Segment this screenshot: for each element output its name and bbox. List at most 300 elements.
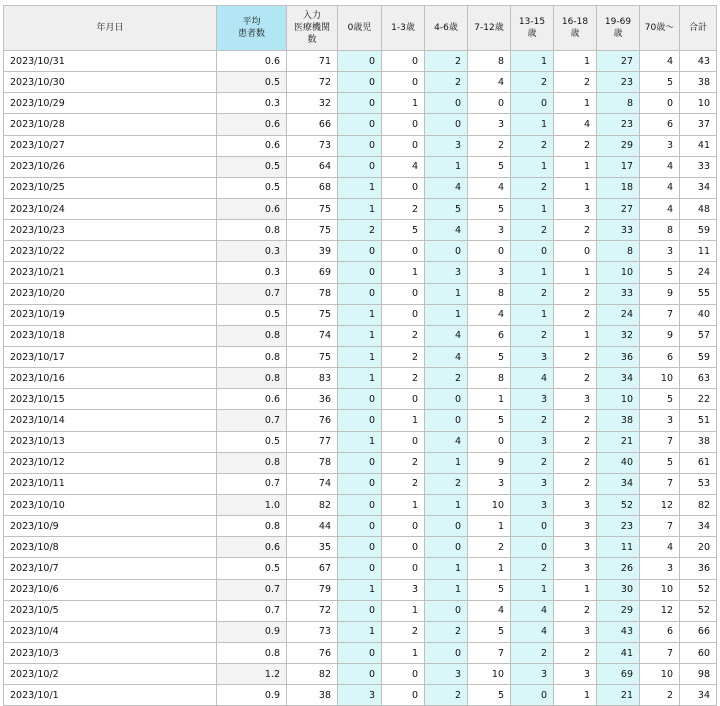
col-institutions-cell: 64: [287, 156, 338, 177]
col-age-19-69-cell: 29: [597, 600, 640, 621]
col-avg-patients-cell: 0.7: [217, 579, 287, 600]
col-avg-patients-cell: 0.9: [217, 621, 287, 642]
col-total-cell: 22: [680, 389, 717, 410]
col-age-19-69-cell: 40: [597, 452, 640, 473]
col-age-1-3-header: 1-3歳: [382, 6, 425, 51]
col-age-70-plus-cell: 7: [640, 516, 680, 537]
col-age-7-12-cell: 10: [468, 494, 511, 515]
col-institutions-cell: 32: [287, 93, 338, 114]
col-age-19-69-cell: 52: [597, 494, 640, 515]
col-age-19-69-cell: 34: [597, 368, 640, 389]
col-age-13-15-cell: 3: [511, 389, 554, 410]
col-age-1-3-cell: 0: [382, 177, 425, 198]
col-age-1-3-cell: 2: [382, 368, 425, 389]
table-row: [4, 368, 717, 389]
col-total-cell: 20: [680, 537, 717, 558]
col-age-4-6-cell: 2: [425, 685, 468, 706]
col-age-7-12-cell: 6: [468, 325, 511, 346]
col-age-70-plus-cell: 6: [640, 346, 680, 367]
col-age-4-6-cell: 0: [425, 389, 468, 410]
col-age-1-3-cell: 3: [382, 579, 425, 600]
col-institutions-cell: 73: [287, 621, 338, 642]
col-age-16-18-cell: 3: [554, 494, 597, 515]
col-total-cell: 33: [680, 156, 717, 177]
col-age-4-6-cell: 4: [425, 177, 468, 198]
col-age-13-15-cell: 0: [511, 685, 554, 706]
col-age-4-6-cell: 3: [425, 262, 468, 283]
col-age-70-plus-cell: 7: [640, 642, 680, 663]
col-age-13-15-cell: 2: [511, 410, 554, 431]
col-institutions-cell: 72: [287, 600, 338, 621]
col-total-cell: 61: [680, 452, 717, 473]
col-age-1-3-cell: 2: [382, 621, 425, 642]
col-institutions-cell: 38: [287, 685, 338, 706]
table-row: [4, 156, 717, 177]
col-date-cell: 2023/10/28: [4, 114, 217, 135]
col-age-4-6-cell: 3: [425, 135, 468, 156]
table-row: [4, 346, 717, 367]
col-institutions-cell: 69: [287, 262, 338, 283]
col-total-cell: 10: [680, 93, 717, 114]
col-age-16-18-cell: 1: [554, 579, 597, 600]
col-age-4-6-cell: 0: [425, 600, 468, 621]
col-age-0-header: 0歳児: [338, 6, 382, 51]
col-age-4-6-cell: 3: [425, 664, 468, 685]
col-total-cell: 34: [680, 516, 717, 537]
col-avg-patients-cell: 0.7: [217, 600, 287, 621]
col-age-0-cell: 0: [338, 389, 382, 410]
col-avg-patients-header: 平均 患者数: [217, 6, 287, 51]
col-age-4-6-cell: 1: [425, 156, 468, 177]
col-age-13-15-cell: 2: [511, 220, 554, 241]
col-avg-patients-cell: 0.8: [217, 368, 287, 389]
col-avg-patients-cell: 0.6: [217, 114, 287, 135]
col-total-cell: 51: [680, 410, 717, 431]
col-age-16-18-cell: 0: [554, 241, 597, 262]
col-age-0-cell: 0: [338, 241, 382, 262]
table-row: [4, 431, 717, 452]
col-age-13-15-cell: 2: [511, 558, 554, 579]
col-institutions-cell: 72: [287, 72, 338, 93]
col-age-70-plus-cell: 12: [640, 600, 680, 621]
col-age-19-69-cell: 33: [597, 283, 640, 304]
col-age-7-12-cell: 5: [468, 346, 511, 367]
col-avg-patients-cell: 0.3: [217, 241, 287, 262]
col-age-16-18-cell: 3: [554, 537, 597, 558]
col-age-4-6-cell: 2: [425, 72, 468, 93]
col-age-16-18-cell: 1: [554, 325, 597, 346]
col-age-16-18-cell: 2: [554, 368, 597, 389]
col-date-cell: 2023/10/17: [4, 346, 217, 367]
col-age-19-69-cell: 8: [597, 93, 640, 114]
table-row: [4, 72, 717, 93]
col-age-0-cell: 0: [338, 600, 382, 621]
col-age-19-69-cell: 10: [597, 389, 640, 410]
table-row: [4, 579, 717, 600]
col-age-4-6-cell: 4: [425, 220, 468, 241]
col-age-13-15-cell: 2: [511, 135, 554, 156]
col-age-1-3-cell: 0: [382, 304, 425, 325]
col-age-7-12-cell: 5: [468, 198, 511, 219]
col-age-0-cell: 1: [338, 579, 382, 600]
col-age-19-69-cell: 36: [597, 346, 640, 367]
col-age-19-69-cell: 21: [597, 431, 640, 452]
col-institutions-cell: 78: [287, 283, 338, 304]
col-age-1-3-cell: 2: [382, 198, 425, 219]
col-age-70-plus-cell: 8: [640, 220, 680, 241]
col-age-13-15-cell: 2: [511, 452, 554, 473]
col-date-cell: 2023/10/10: [4, 494, 217, 515]
col-age-0-cell: 0: [338, 410, 382, 431]
col-age-13-15-cell: 0: [511, 93, 554, 114]
col-age-7-12-cell: 8: [468, 368, 511, 389]
col-age-70-plus-cell: 4: [640, 51, 680, 72]
col-age-4-6-cell: 1: [425, 494, 468, 515]
col-total-cell: 53: [680, 473, 717, 494]
col-institutions-cell: 75: [287, 346, 338, 367]
col-age-0-cell: 0: [338, 494, 382, 515]
col-age-70-plus-cell: 0: [640, 93, 680, 114]
table-row: [4, 494, 717, 515]
col-age-0-cell: 0: [338, 664, 382, 685]
col-age-16-18-cell: 2: [554, 431, 597, 452]
col-age-4-6-cell: 0: [425, 537, 468, 558]
col-age-1-3-cell: 0: [382, 135, 425, 156]
table-row: [4, 135, 717, 156]
col-age-4-6-cell: 2: [425, 368, 468, 389]
col-age-19-69-cell: 38: [597, 410, 640, 431]
col-age-19-69-cell: 23: [597, 114, 640, 135]
col-age-0-cell: 0: [338, 51, 382, 72]
col-institutions-cell: 75: [287, 220, 338, 241]
col-age-0-cell: 0: [338, 283, 382, 304]
col-age-13-15-cell: 1: [511, 198, 554, 219]
col-avg-patients-cell: 0.5: [217, 304, 287, 325]
table-row: [4, 93, 717, 114]
col-age-4-6-cell: 1: [425, 304, 468, 325]
col-total-cell: 34: [680, 685, 717, 706]
col-age-0-cell: 3: [338, 685, 382, 706]
col-age-70-plus-cell: 12: [640, 494, 680, 515]
col-total-cell: 38: [680, 72, 717, 93]
col-age-7-12-cell: 0: [468, 241, 511, 262]
col-age-4-6-cell: 2: [425, 621, 468, 642]
col-avg-patients-cell: 0.8: [217, 516, 287, 537]
table-row: [4, 114, 717, 135]
col-avg-patients-cell: 1.0: [217, 494, 287, 515]
col-age-7-12-header: 7-12歳: [468, 6, 511, 51]
col-institutions-cell: 71: [287, 51, 338, 72]
col-age-16-18-cell: 3: [554, 516, 597, 537]
col-age-4-6-cell: 5: [425, 198, 468, 219]
col-age-70-plus-cell: 3: [640, 241, 680, 262]
col-age-7-12-cell: 4: [468, 72, 511, 93]
col-institutions-cell: 74: [287, 473, 338, 494]
col-age-13-15-cell: 4: [511, 600, 554, 621]
col-age-0-cell: 2: [338, 220, 382, 241]
col-avg-patients-cell: 0.5: [217, 72, 287, 93]
col-age-1-3-cell: 2: [382, 325, 425, 346]
col-age-0-cell: 1: [338, 621, 382, 642]
col-institutions-cell: 67: [287, 558, 338, 579]
table-row: [4, 558, 717, 579]
col-avg-patients-cell: 0.7: [217, 410, 287, 431]
col-date-cell: 2023/10/11: [4, 473, 217, 494]
table-row: [4, 642, 717, 663]
col-age-19-69-cell: 69: [597, 664, 640, 685]
col-date-cell: 2023/10/31: [4, 51, 217, 72]
col-age-4-6-cell: 2: [425, 473, 468, 494]
col-age-70-plus-cell: 4: [640, 156, 680, 177]
col-age-1-3-cell: 1: [382, 600, 425, 621]
col-age-0-cell: 0: [338, 642, 382, 663]
col-avg-patients-cell: 0.8: [217, 325, 287, 346]
col-age-70-plus-cell: 3: [640, 135, 680, 156]
col-age-1-3-cell: 0: [382, 685, 425, 706]
col-institutions-cell: 78: [287, 452, 338, 473]
col-avg-patients-cell: 0.6: [217, 198, 287, 219]
col-date-cell: 2023/10/12: [4, 452, 217, 473]
col-age-0-cell: 1: [338, 325, 382, 346]
col-age-19-69-cell: 43: [597, 621, 640, 642]
col-age-16-18-cell: 3: [554, 558, 597, 579]
col-age-0-cell: 1: [338, 198, 382, 219]
col-age-7-12-cell: 4: [468, 600, 511, 621]
col-institutions-cell: 68: [287, 177, 338, 198]
col-avg-patients-cell: 0.8: [217, 346, 287, 367]
col-age-70-plus-cell: 2: [640, 685, 680, 706]
col-age-70-plus-cell: 9: [640, 283, 680, 304]
col-age-1-3-cell: 1: [382, 93, 425, 114]
col-date-cell: 2023/10/8: [4, 537, 217, 558]
col-date-cell: 2023/10/7: [4, 558, 217, 579]
col-total-cell: 82: [680, 494, 717, 515]
report-table-container: [3, 5, 717, 706]
col-age-1-3-cell: 0: [382, 516, 425, 537]
col-avg-patients-cell: 0.8: [217, 642, 287, 663]
table-row: [4, 516, 717, 537]
col-institutions-cell: 82: [287, 494, 338, 515]
col-age-1-3-cell: 2: [382, 346, 425, 367]
col-age-70-plus-cell: 4: [640, 537, 680, 558]
col-age-13-15-cell: 0: [511, 537, 554, 558]
col-age-16-18-cell: 1: [554, 156, 597, 177]
col-total-cell: 40: [680, 304, 717, 325]
col-date-cell: 2023/10/2: [4, 664, 217, 685]
col-avg-patients-cell: 0.3: [217, 93, 287, 114]
col-age-1-3-cell: 0: [382, 664, 425, 685]
col-age-16-18-cell: 2: [554, 410, 597, 431]
col-age-0-cell: 0: [338, 473, 382, 494]
col-age-7-12-cell: 1: [468, 389, 511, 410]
table-row: [4, 537, 717, 558]
col-age-70-plus-cell: 10: [640, 368, 680, 389]
col-avg-patients-cell: 0.5: [217, 177, 287, 198]
col-age-7-12-cell: 3: [468, 262, 511, 283]
col-age-1-3-cell: 0: [382, 537, 425, 558]
col-institutions-cell: 39: [287, 241, 338, 262]
col-date-cell: 2023/10/14: [4, 410, 217, 431]
col-avg-patients-cell: 0.5: [217, 558, 287, 579]
col-avg-patients-cell: 1.2: [217, 664, 287, 685]
col-age-16-18-cell: 3: [554, 621, 597, 642]
col-age-1-3-cell: 1: [382, 642, 425, 663]
col-total-cell: 63: [680, 368, 717, 389]
col-date-cell: 2023/10/4: [4, 621, 217, 642]
col-avg-patients-cell: 0.8: [217, 220, 287, 241]
col-age-7-12-cell: 1: [468, 516, 511, 537]
col-age-16-18-cell: 2: [554, 452, 597, 473]
col-date-cell: 2023/10/9: [4, 516, 217, 537]
col-avg-patients-cell: 0.7: [217, 473, 287, 494]
col-age-13-15-cell: 2: [511, 72, 554, 93]
col-total-cell: 38: [680, 431, 717, 452]
col-age-13-15-header: 13-15 歳: [511, 6, 554, 51]
col-total-cell: 66: [680, 621, 717, 642]
col-age-7-12-cell: 5: [468, 685, 511, 706]
col-institutions-cell: 75: [287, 304, 338, 325]
col-age-16-18-cell: 1: [554, 177, 597, 198]
col-age-19-69-cell: 8: [597, 241, 640, 262]
col-age-0-cell: 1: [338, 346, 382, 367]
col-total-cell: 48: [680, 198, 717, 219]
col-age-70-plus-cell: 9: [640, 325, 680, 346]
col-age-70-plus-header: 70歳～: [640, 6, 680, 51]
col-age-7-12-cell: 7: [468, 642, 511, 663]
col-age-7-12-cell: 4: [468, 177, 511, 198]
col-age-4-6-cell: 1: [425, 283, 468, 304]
col-age-1-3-cell: 0: [382, 558, 425, 579]
col-age-7-12-cell: 8: [468, 283, 511, 304]
col-age-7-12-cell: 3: [468, 114, 511, 135]
col-avg-patients-cell: 0.5: [217, 156, 287, 177]
col-age-7-12-cell: 9: [468, 452, 511, 473]
col-age-16-18-cell: 3: [554, 389, 597, 410]
col-age-7-12-cell: 0: [468, 431, 511, 452]
col-date-cell: 2023/10/15: [4, 389, 217, 410]
col-age-16-18-cell: 2: [554, 283, 597, 304]
col-date-cell: 2023/10/25: [4, 177, 217, 198]
col-age-13-15-cell: 3: [511, 473, 554, 494]
col-age-0-cell: 0: [338, 537, 382, 558]
col-total-cell: 34: [680, 177, 717, 198]
col-total-cell: 55: [680, 283, 717, 304]
col-institutions-cell: 73: [287, 135, 338, 156]
col-age-16-18-cell: 2: [554, 346, 597, 367]
col-age-70-plus-cell: 5: [640, 452, 680, 473]
col-age-13-15-cell: 3: [511, 664, 554, 685]
col-age-4-6-cell: 1: [425, 579, 468, 600]
col-age-0-cell: 1: [338, 368, 382, 389]
col-age-13-15-cell: 2: [511, 325, 554, 346]
col-age-1-3-cell: 2: [382, 452, 425, 473]
col-date-cell: 2023/10/20: [4, 283, 217, 304]
col-age-4-6-cell: 0: [425, 642, 468, 663]
col-age-70-plus-cell: 4: [640, 177, 680, 198]
col-age-70-plus-cell: 7: [640, 431, 680, 452]
col-age-13-15-cell: 1: [511, 114, 554, 135]
col-age-1-3-cell: 0: [382, 283, 425, 304]
col-institutions-cell: 82: [287, 664, 338, 685]
col-age-1-3-cell: 0: [382, 51, 425, 72]
col-age-13-15-cell: 4: [511, 368, 554, 389]
table-body: [4, 51, 717, 706]
col-age-70-plus-cell: 10: [640, 579, 680, 600]
col-age-16-18-header: 16-18 歳: [554, 6, 597, 51]
col-institutions-cell: 66: [287, 114, 338, 135]
col-age-7-12-cell: 8: [468, 51, 511, 72]
col-age-0-cell: 0: [338, 558, 382, 579]
table-row: [4, 177, 717, 198]
col-age-70-plus-cell: 6: [640, 114, 680, 135]
col-age-13-15-cell: 3: [511, 346, 554, 367]
table-row: [4, 389, 717, 410]
col-age-19-69-cell: 27: [597, 51, 640, 72]
col-age-19-69-cell: 29: [597, 135, 640, 156]
col-avg-patients-cell: 0.6: [217, 135, 287, 156]
col-age-0-cell: 0: [338, 114, 382, 135]
col-institutions-cell: 35: [287, 537, 338, 558]
col-age-4-6-cell: 1: [425, 558, 468, 579]
col-age-1-3-cell: 0: [382, 431, 425, 452]
col-age-13-15-cell: 1: [511, 51, 554, 72]
col-total-cell: 24: [680, 262, 717, 283]
col-institutions-cell: 76: [287, 642, 338, 663]
col-age-4-6-cell: 1: [425, 452, 468, 473]
col-age-19-69-cell: 26: [597, 558, 640, 579]
col-age-19-69-cell: 32: [597, 325, 640, 346]
col-age-16-18-cell: 2: [554, 473, 597, 494]
col-institutions-header: 入力 医療機関 数: [287, 6, 338, 51]
col-age-7-12-cell: 5: [468, 156, 511, 177]
col-age-7-12-cell: 3: [468, 473, 511, 494]
col-age-13-15-cell: 3: [511, 494, 554, 515]
col-date-cell: 2023/10/30: [4, 72, 217, 93]
col-avg-patients-cell: 0.5: [217, 431, 287, 452]
col-date-cell: 2023/10/19: [4, 304, 217, 325]
col-age-13-15-cell: 2: [511, 283, 554, 304]
col-age-1-3-cell: 4: [382, 156, 425, 177]
col-avg-patients-cell: 0.6: [217, 389, 287, 410]
col-age-7-12-cell: 5: [468, 579, 511, 600]
col-date-cell: 2023/10/1: [4, 685, 217, 706]
col-age-70-plus-cell: 4: [640, 198, 680, 219]
col-institutions-cell: 76: [287, 410, 338, 431]
col-age-13-15-cell: 3: [511, 431, 554, 452]
col-age-13-15-cell: 0: [511, 241, 554, 262]
col-date-cell: 2023/10/18: [4, 325, 217, 346]
col-age-13-15-cell: 0: [511, 516, 554, 537]
col-total-header: 合計: [680, 6, 717, 51]
col-age-19-69-cell: 21: [597, 685, 640, 706]
col-age-70-plus-cell: 3: [640, 558, 680, 579]
table-row: [4, 410, 717, 431]
col-age-70-plus-cell: 3: [640, 410, 680, 431]
col-age-16-18-cell: 2: [554, 642, 597, 663]
col-age-0-cell: 1: [338, 431, 382, 452]
col-age-19-69-cell: 24: [597, 304, 640, 325]
col-age-13-15-cell: 2: [511, 177, 554, 198]
col-age-19-69-cell: 17: [597, 156, 640, 177]
col-age-70-plus-cell: 6: [640, 621, 680, 642]
col-age-0-cell: 0: [338, 93, 382, 114]
table-row: [4, 241, 717, 262]
col-age-16-18-cell: 1: [554, 685, 597, 706]
col-avg-patients-cell: 0.7: [217, 283, 287, 304]
table-row: [4, 262, 717, 283]
table-row: [4, 473, 717, 494]
col-age-13-15-cell: 1: [511, 262, 554, 283]
